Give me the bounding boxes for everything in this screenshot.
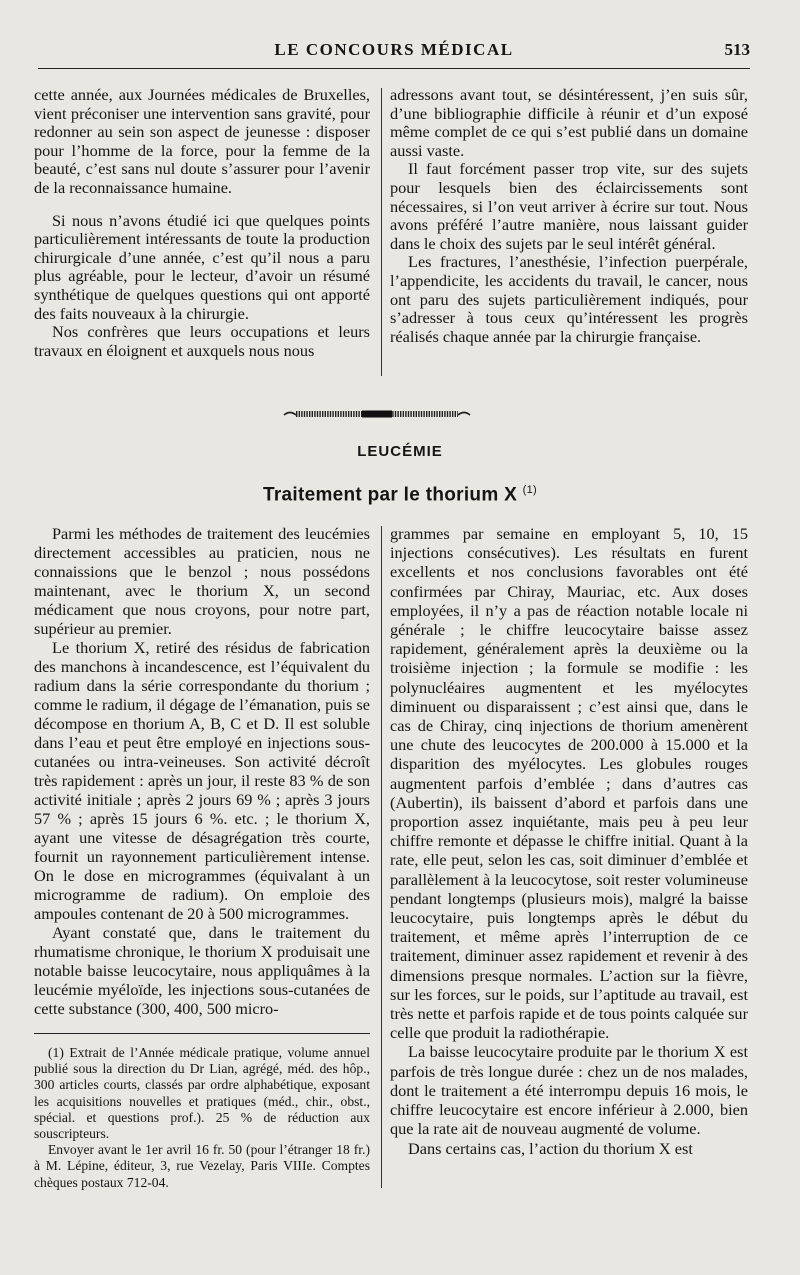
running-title: LE CONCOURS MÉDICAL	[274, 40, 514, 59]
paragraph: cette année, aux Journées médicales de Bruxelles, vient préconiser une intervention sans gravité, pour redonner au sein son aspect de jeunesse : disposer pour l’homme de la force, pour la femme de la beauté, c’est sans nul doute s’assurer pour l’avenir de la reconnaissance humaine.	[34, 85, 370, 197]
paragraph: Les fractures, l’anesthésie, l’infection puerpérale, l’appendicite, les accidents du travail, le cancer, nous ont paru des sujets particulièrement indiqués, pour s’adresser à tous ceux qu’intéressent les progrès réalisés chaque année par la chirurgie française.	[390, 252, 748, 346]
footnote: Envoyer avant le 1er avril 16 fr. 50 (pour l’étranger 18 fr.) à M. Lépine, éditeur, 3, rue Vezelay, Paris VIIIe. Comptes chèques postaux 712-04.	[34, 1142, 370, 1190]
top-right-column	[390, 86, 748, 346]
paragraph: La baisse leucocytaire produite par le thorium X est parfois de très longue durée : chez un de nos malades, dont le traitement a été interrompu depuis 16 mois, le chiffre leucocytaire est encore inférieur à 2.000, bien que la rate ait de nouveau augmenté de volume.	[390, 1042, 748, 1139]
column-divider	[381, 526, 382, 1188]
top-left-column	[34, 86, 370, 360]
page-number: 513	[724, 40, 750, 59]
paragraph: grammes par semaine en employant 5, 10, 15 injections consécutives). Les résultats en furent excellents et nos conclusions favorables ont été confirmées par Chiray, Mauriac, etc. Aux doses employées, il n’y a pas de réaction notable locale ni générale ; le chiffre leucocytaire baisse assez rapidement, généralement après la deuxième ou la troisième injection ; la formule se modifie : les polynucléaires augmentent et les myélocytes diminuent ou disparaissent ; c’est ainsi que, dans le cas de Chiray, cinq injections de thorium amenèrent une chute des leucocytes de 200.000 à 15.000 et la disparition des myélocytes. Les globules rouges augmentent parfois d’emblée ; dans d’autres cas (Aubertin), ils baissent d’abord et parfois dans une proportion assez inquiétante, mais peu à peu leur chiffre remonte et dépasse le chiffre initial. Quant à la rate, elle peut, selon les cas, soit diminuer d’emblée et parallèlement à la leucocytose, soit rester volumineuse pendant longtemps (plusieurs mois), malgré la baisse leucocytaire, puis longtemps après le début du traitement, et même après l’interruption de ce traitement, diminuer assez rapidement et revenir à des dimensions presque normales. L’action sur la fièvre, sur les forces, sur le poids, sur l’aptitude au travail, est très nette et parfois rapide et de tous points calquée sur celle que produit la radiothérapie.	[390, 524, 748, 1043]
footnote-mark: (1)	[522, 484, 538, 496]
paragraph: Il faut forcément passer trop vite, sur des sujets pour lesquels bien des éclaircissements sont nécessaires, si l’on veut arriver à écrire sur tout. Nous avons préféré l’autre manière, nous laissant guider dans le choix des sujets par le seul intérêt général.	[390, 159, 748, 253]
section-title: LEUCÉMIE	[357, 443, 443, 460]
ornament-divider	[282, 408, 472, 420]
bottom-right-column	[390, 524, 748, 1158]
paragraph: Nos confrères que leurs occupations et leurs travaux en éloignent et auxquels nous nous	[34, 322, 370, 360]
paragraph: adressons avant tout, se désintéressent, j’en suis sûr, d’une bibliographie difficile à réunir et d’un exposé même complet de ce qui s’est publié dans un domaine aussi vaste.	[390, 85, 748, 160]
footnote: (1) Extrait de l’Année médicale pratique, volume annuel publié sous la direction du Dr Lian, agrégé, méd. des hôp., 300 articles courts, classés par ordre alphabétique, exposant les acquisitions nouvelles et pratiques (méd., chir., obst., spécial. et questions prof.). 25 % de réduction aux souscripteurs.	[34, 1045, 370, 1142]
article-title-text: Traitement par le thorium X	[262, 484, 518, 506]
header-rule	[38, 68, 750, 69]
footnotes	[34, 1045, 370, 1191]
paragraph: Si nous n’avons étudié ici que quelques points particulièrement intéressants de toute la production chirurgicale d’une année, c’est qu’il nous a paru plus agréable, pour le lecteur, d’avoir un résumé synthétique de quelques questions qui ont apporté des faits nouveaux à la chirurgie.	[34, 210, 370, 323]
page-header	[38, 34, 750, 68]
paragraph: Dans certains cas, l’action du thorium X est	[408, 1138, 693, 1158]
footnote-rule	[34, 1033, 370, 1034]
bottom-left-column	[34, 524, 370, 1018]
article-title	[0, 484, 800, 506]
column-divider	[381, 88, 382, 376]
paragraph: Parmi les méthodes de traitement des leucémies directement accessibles au praticien, nous ne connaissions que le benzol ; nous possédons maintenant, avec le thorium X, un second médicament que nous croyons, pour notre part, supérieur au premier.	[34, 524, 370, 638]
paragraph: Le thorium X, retiré des résidus de fabrication des manchons à incandescence, est l’équivalent du radium dans la série correspondante du thorium ; comme le radium, il dégage de l’émanation, puis se décompose en thorium A, B, C et D. Il est soluble dans l’eau et peut être employé en injections sous-cutanées ou intra-veineuses. Son activité décroît très rapidement : après un jour, il reste 83 % de son activité initiale ; après 2 jours 69 % ; après 3 jours 57 % ; après 15 jours 6 %. etc. ; le thorium X, ayant une vitesse de désagrégation très courte, fournit un rayonnement particulièrement intense. On le dose en microgrammes (équivalant à un microgramme de radium). On emploie des ampoules contenant de 20 à 500 microgrammes.	[34, 638, 370, 923]
paragraph: Ayant constaté que, dans le traitement du rhumatisme chronique, le thorium X produisait une notable baisse leucocytaire, nous appliquâmes à la leucémie myéloïde, les injections sous-cutanées de cette substance (300, 400, 500 micro-	[34, 923, 370, 1018]
